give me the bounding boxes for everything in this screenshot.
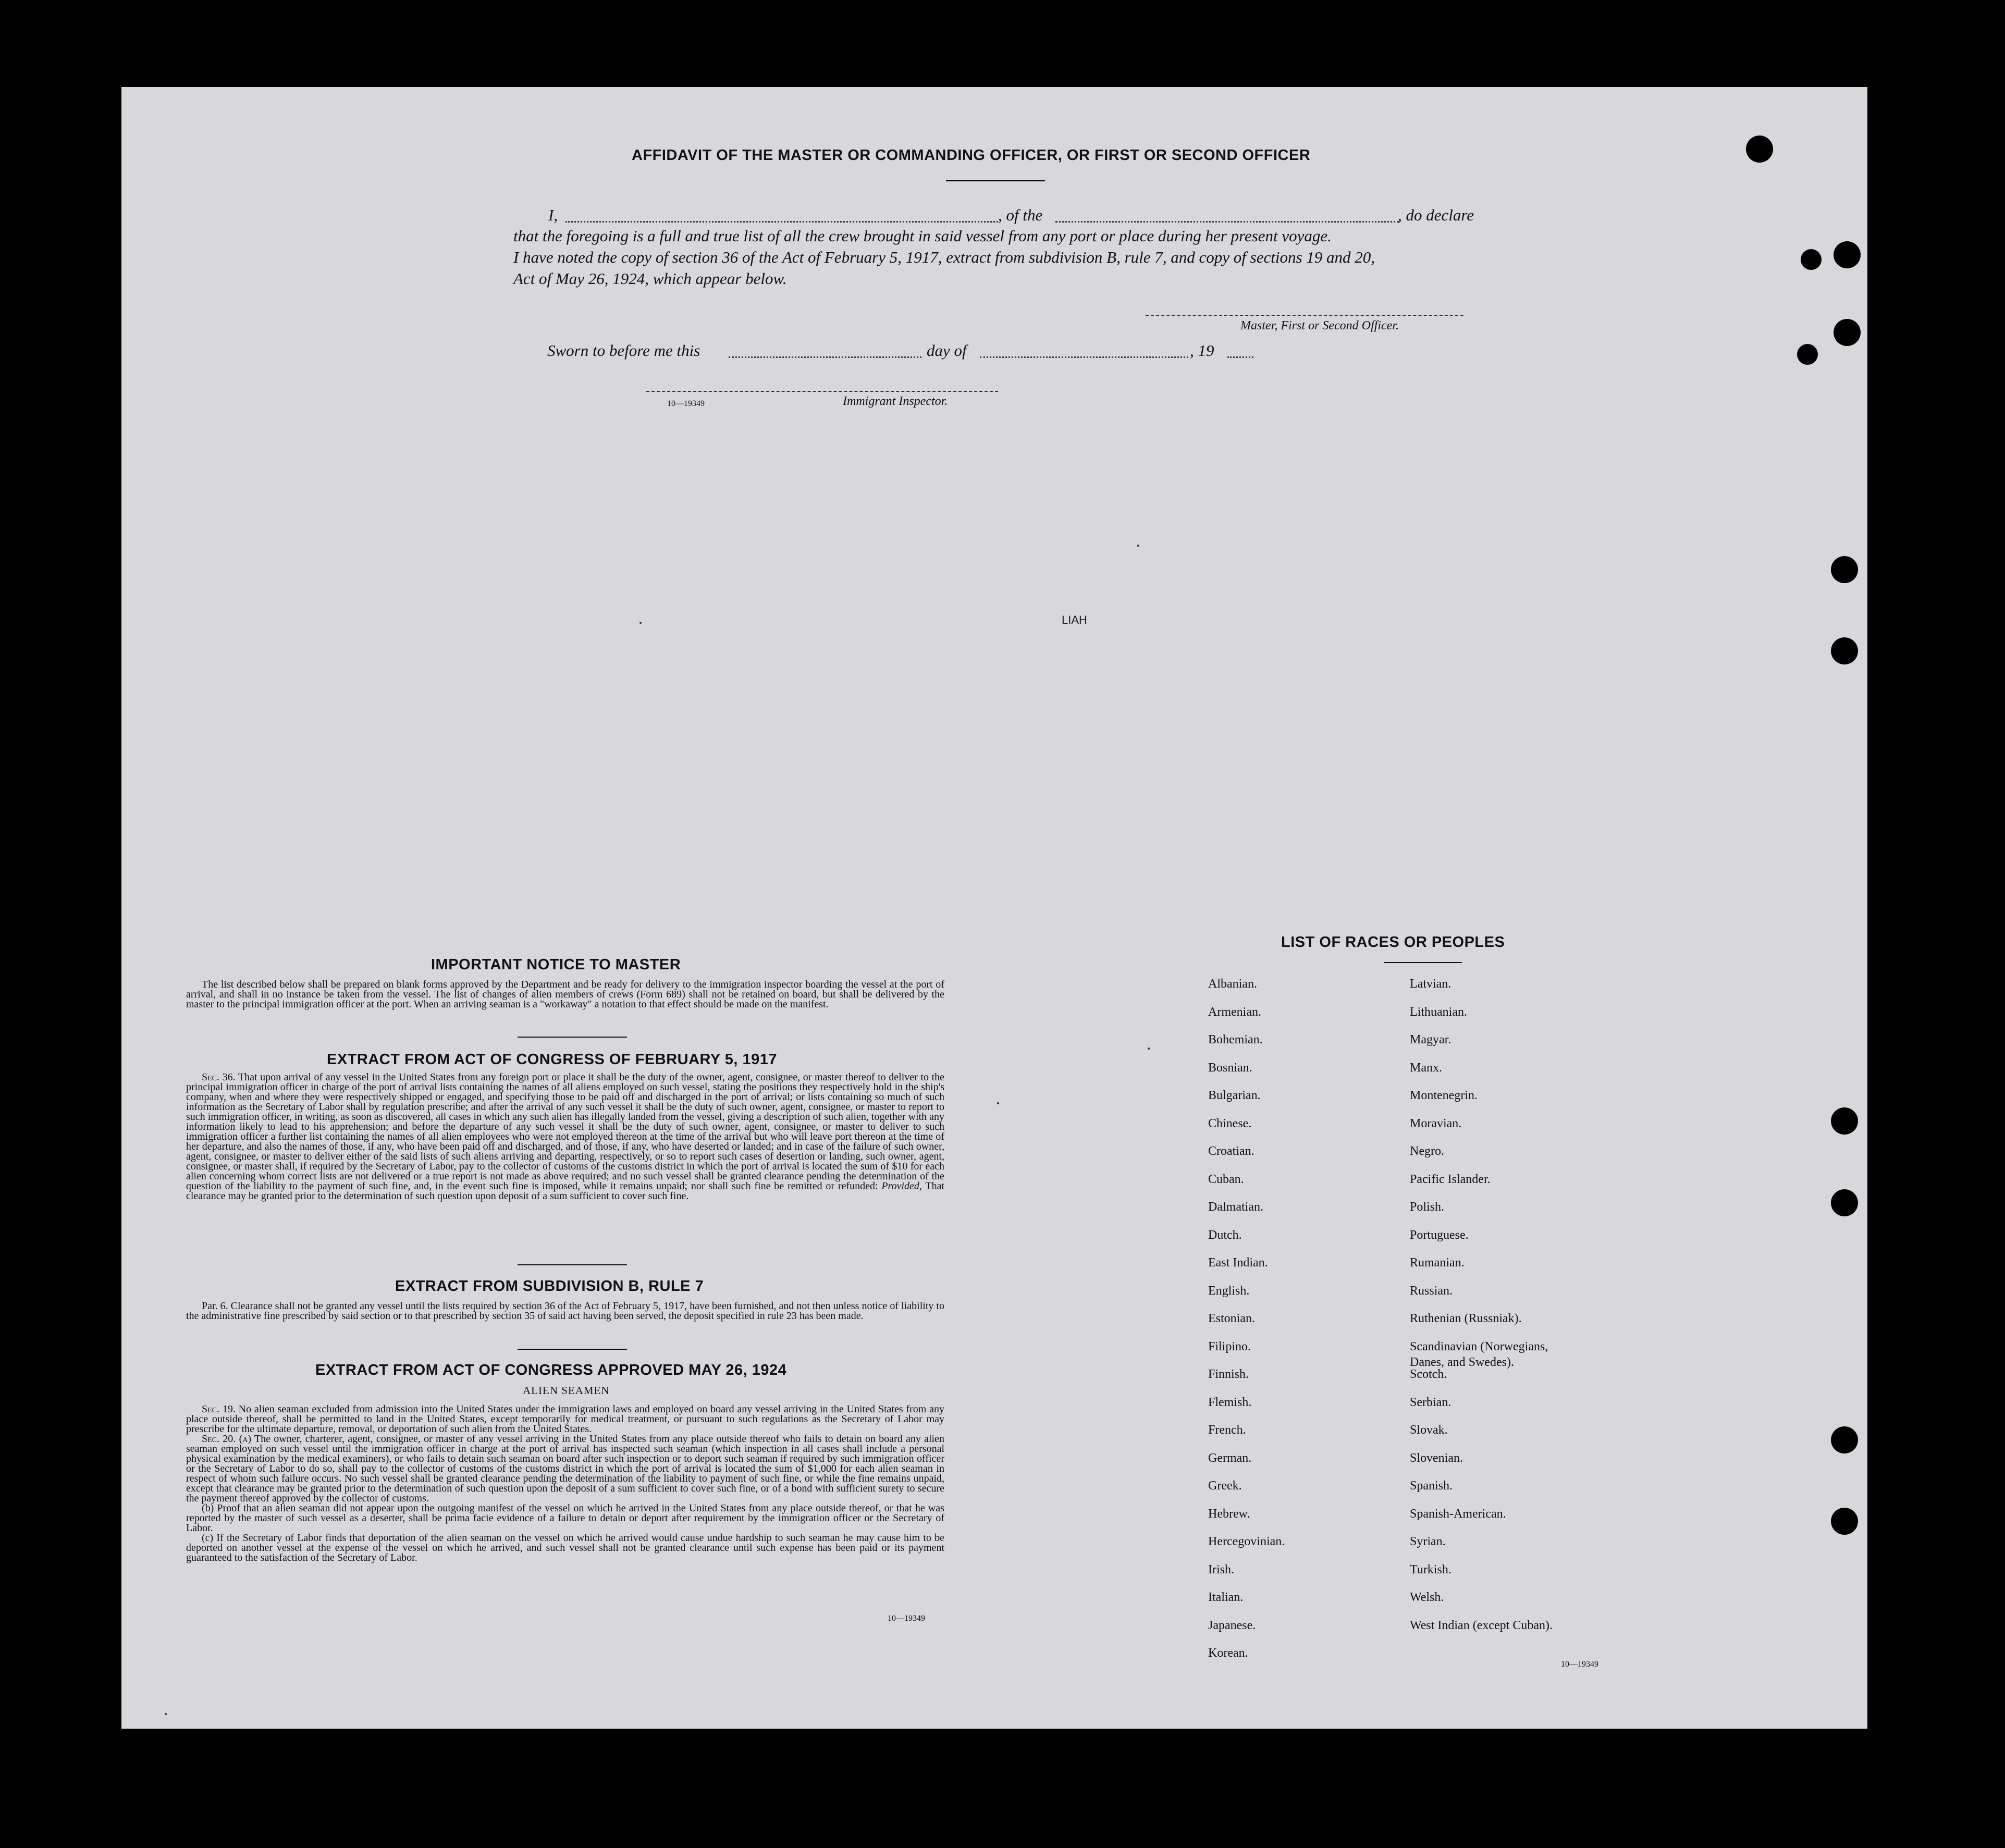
- punch-hole: [1801, 249, 1822, 270]
- race-item: Cuban.: [1208, 1172, 1244, 1186]
- sec-36-text-after: That clearance may be granted prior to the determination of such question upon deposit of a sum sufficient to cover such fine.: [186, 1180, 945, 1202]
- punch-hole: [1831, 1508, 1858, 1535]
- year-label: , 19: [1190, 341, 1214, 360]
- race-item: Korean.: [1208, 1646, 1248, 1660]
- declaration-line-2: that the foregoing is a full and true list of all the crew brought in said vessel from any port or place during her present voyage.: [513, 227, 1332, 245]
- race-item: Turkish.: [1410, 1562, 1452, 1576]
- of-the-label: , of the: [998, 206, 1043, 224]
- punch-hole: [1831, 1189, 1858, 1216]
- races-form-number: 10—19349: [1561, 1660, 1598, 1669]
- rule7-title: EXTRACT FROM SUBDIVISION B, RULE 7: [395, 1278, 704, 1295]
- sec-19-body: No alien seaman excluded from admission into the United States under the immigration laws and employed on board any vessel arriving in the United States from any place outside thereof, shall be permitted to land in the United States, except temporarily for medical treatment, or pursuant to such regulations as the Secretary of Labor may prescribe for the ultimate departure, removal, or deportation of such alien from the United States.: [186, 1403, 945, 1435]
- punch-hole: [1797, 344, 1818, 365]
- race-item: Albanian.: [1208, 977, 1257, 991]
- sec-20-label: Sec. 20. (a): [202, 1433, 251, 1445]
- race-item: Polish.: [1410, 1200, 1445, 1214]
- punch-hole: [1831, 1426, 1858, 1453]
- race-item: Flemish.: [1208, 1395, 1252, 1409]
- race-item: Hercegovinian.: [1208, 1535, 1285, 1548]
- race-item: Pacific Islander.: [1410, 1172, 1491, 1186]
- punch-hole: [1834, 241, 1861, 268]
- extract-1917-text: [186, 1073, 944, 1201]
- race-item: Filipino.: [1208, 1339, 1251, 1353]
- stray-mark: LIAH: [1062, 613, 1087, 626]
- race-item: Serbian.: [1410, 1395, 1452, 1409]
- race-item: Negro.: [1410, 1144, 1444, 1158]
- sec-19-text: [186, 1405, 944, 1434]
- race-item: Manx.: [1410, 1061, 1442, 1075]
- race-item: Bohemian.: [1208, 1033, 1263, 1046]
- divider-2: [518, 1264, 627, 1265]
- race-item: Bosnian.: [1208, 1061, 1252, 1075]
- race-item: Scandinavian (Norwegians, Danes, and Swedes).: [1410, 1339, 1548, 1369]
- race-item: Chinese.: [1208, 1116, 1252, 1130]
- speck: [165, 1713, 167, 1715]
- divider-1: [518, 1037, 627, 1038]
- sworn-day-blank[interactable]: [729, 356, 921, 358]
- races-column-1: [1208, 976, 1285, 1673]
- name-blank[interactable]: [565, 221, 998, 223]
- race-item: Estonian.: [1208, 1312, 1255, 1325]
- race-item: Japanese.: [1208, 1618, 1256, 1632]
- race-item: Russian.: [1410, 1284, 1453, 1298]
- race-item: Syrian.: [1410, 1535, 1446, 1548]
- sworn-label: Sworn to before me this: [547, 341, 700, 360]
- race-item: Latvian.: [1410, 977, 1452, 991]
- affidavit-form-number: 10—19349: [667, 399, 705, 408]
- race-item: Croatian.: [1208, 1144, 1254, 1158]
- punch-hole: [1746, 135, 1773, 163]
- race-item: Rumanian.: [1410, 1256, 1465, 1270]
- inspector-signature-line[interactable]: [646, 391, 998, 392]
- extract-form-number: 10—19349: [888, 1614, 925, 1623]
- race-item: French.: [1208, 1423, 1246, 1437]
- title-underline: [946, 180, 1045, 181]
- extract-1917-block: [186, 1073, 944, 1201]
- race-item: Montenegrin.: [1410, 1089, 1478, 1102]
- race-item: Scotch.: [1410, 1367, 1447, 1381]
- master-signature-line[interactable]: [1146, 315, 1463, 316]
- sec-20c-text: (c) If the Secretary of Labor finds that deportation of the alien seaman on the vessel on which he arrived would cause undue hardship to such seaman he may cause him to be deported on another vessel at the expense of the vessel on which he arrived, and such vessel shall not be granted clearance until such expense has been paid or its payment guaranteed to the satisfaction of the Secretary of Labor.: [186, 1532, 944, 1563]
- master-signature-label: Master, First or Second Officer.: [1240, 319, 1399, 332]
- i-label: I,: [548, 206, 558, 224]
- rule7-block: [186, 1301, 944, 1321]
- race-item: Magyar.: [1410, 1033, 1452, 1046]
- sec-19-label: Sec. 19.: [202, 1403, 236, 1415]
- punch-hole: [1831, 637, 1858, 664]
- alien-seamen-subtitle: ALIEN SEAMEN: [523, 1384, 610, 1397]
- declaration-line-3: I have noted the copy of section 36 of the Act of February 5, 1917, extract from subdivision B, rule 7, and copy of sections 19 and 20,: [513, 248, 1375, 266]
- race-item: Spanish.: [1410, 1479, 1453, 1493]
- race-item: Spanish-American.: [1410, 1507, 1506, 1521]
- race-item: Lithuanian.: [1410, 1005, 1467, 1019]
- punch-hole: [1834, 319, 1861, 346]
- notice-text: The list described below shall be prepared on blank forms approved by the Department and be ready for delivery to the immigration inspector boarding the vessel at the port of arrival, and shall in no instance be taken from the vessel. The list of changes of alien members of crews (Form 689) shall not be retained on board, but shall be delivered by the master to the principal immigration officer at the port. When an arriving seaman is a "workaway" a notation to that effect should be made on the manifest.: [186, 979, 944, 1010]
- sec-36-label: Sec. 36.: [202, 1071, 236, 1083]
- race-item: English.: [1208, 1284, 1250, 1298]
- vessel-blank[interactable]: [1055, 221, 1399, 223]
- extract-1924-block: [186, 1405, 944, 1563]
- race-item: Portuguese.: [1410, 1228, 1469, 1242]
- race-item: Hebrew.: [1208, 1507, 1250, 1521]
- races-underline: [1384, 962, 1462, 963]
- sworn-year-blank[interactable]: [1227, 356, 1253, 358]
- race-item: Greek.: [1208, 1479, 1242, 1493]
- sec-20a-text: [186, 1434, 944, 1504]
- speck: [1148, 1048, 1150, 1050]
- races-column-2: [1410, 976, 1553, 1645]
- affidavit-title: AFFIDAVIT OF THE MASTER OR COMMANDING OFFICER, OR FIRST OR SECOND OFFICER: [632, 147, 1311, 164]
- sworn-month-blank[interactable]: [980, 356, 1188, 358]
- race-item: Moravian.: [1410, 1116, 1462, 1130]
- declaration-line-4: Act of May 26, 1924, which appear below.: [513, 269, 787, 288]
- notice-block: [186, 980, 944, 1009]
- sec-20b-text: (b) Proof that an alien seaman did not appear upon the outgoing manifest of the vessel on which he arrived in the United States from any place outside thereof, or that he was reported by the master of such vessel as a deserter, shall be prima facie evidence of a failure to detain or deport after requirement by the immigration officer or the Secretary of Labor.: [186, 1502, 944, 1534]
- race-item: Dalmatian.: [1208, 1200, 1263, 1214]
- race-item: Armenian.: [1208, 1005, 1261, 1019]
- rule7-text: Par. 6. Clearance shall not be granted any vessel until the lists required by section 36 of the Act of February 5, 1917, have been furnished, and not then unless notice of liability to the administrative fine prescribed by said section or to that prescribed by section 35 of said act having been served, the deposit specified in rule 23 has been made.: [186, 1300, 944, 1322]
- day-of-label: day of: [927, 341, 967, 360]
- speck: [997, 1102, 999, 1104]
- divider-3: [518, 1349, 627, 1350]
- race-item: West Indian (except Cuban).: [1410, 1618, 1553, 1632]
- race-item: Irish.: [1208, 1562, 1234, 1576]
- do-declare-label: , do declare: [1398, 206, 1474, 224]
- extract-1917-title: EXTRACT FROM ACT OF CONGRESS OF FEBRUARY 5, 1917: [327, 1051, 778, 1068]
- race-item: Bulgarian.: [1208, 1089, 1261, 1102]
- sec-36-text: That upon arrival of any vessel in the United States from any foreign port or place it shall be the duty of the owner, agent, consignee, or master thereof to deliver to the principal immigration officer in charge of the port of arrival lists containing the names of all aliens employed on such vessel, stating the positions they respectively hold in the ship's company, when and where they were respectively shipped or engaged, and specifying those to be paid off and discharged in the port of arrival; or lists containing so much of such information as the Secretary of Labor shall by regulation prescribe; and after the arrival of any such vessel it shall be the duty of such owner, agent, consignee, or master to report to such immigration officer, in writing, as soon as discovered, all cases in which any such alien has illegally landed from the vessel, giving a description of such alien, together with any information likely to lead to his apprehension; and before the departure of any such vessel it shall be the duty of such owner, agent, consignee, or master to deliver to such immigration officer a further list containing the names of all alien employees who were not employed thereon at the time of the arrival but who will leave port thereon at the time of her departure, and also the names of those, if any, who have been paid off and discharged, and of those, if any, who have deserted or landed; and in case of the failure of such owner, agent, consignee, or master to deliver either of the said lists of such aliens arriving and departing, respectively, or so to report such cases of desertion or landing, such owner, agent, consignee, or master shall, if required by the Secretary of Labor, pay to the collector of customs of the customs district in which the port of arrival is located the sum of $10 for each alien concerning whom correct lists are not delivered or a true report is not made as above required; and no such vessel shall be granted clearance pending the determination of the question of the liability to the payment of such fine, and, in the event such fine is imposed, while it remains unpaid; nor shall such fine be remitted or refunded:: [186, 1071, 945, 1192]
- sec-20a-body: The owner, charterer, agent, consignee, or master of any vessel arriving in the United States from any place outside thereof who fails to detain on board any alien seaman employed on such vessel until the immigration officer in charge at the port of arrival has inspected such seaman (which inspection in all cases shall include a personal physical examination by the medical examiners), or who fails to detain such seaman on board after such inspection or to deport such seaman if required by such immigration officer or the Secretary of Labor to do so, shall pay to the collector of customs of the customs district in which the port of arrival is located the sum of $1,000 for each alien seaman in respect of whom such failure occurs. No such vessel shall be granted clearance pending the determination of the liability to payment of such fine, or while the fine remains unpaid, except that clearance may be granted prior to the determination of such question upon the deposit of a sum sufficient to cover such fine, or of a bond with sufficient surety to secure the payment thereof approved by the collector of customs.: [186, 1433, 944, 1504]
- speck: [1137, 545, 1139, 547]
- race-item: Ruthenian (Russniak).: [1410, 1312, 1522, 1325]
- race-item: Finnish.: [1208, 1367, 1249, 1381]
- race-item: Slovak.: [1410, 1423, 1448, 1437]
- provided-label: Provided,: [881, 1180, 922, 1192]
- extract-1924-title: EXTRACT FROM ACT OF CONGRESS APPROVED MAY 26, 1924: [315, 1362, 787, 1378]
- race-item: Welsh.: [1410, 1591, 1444, 1604]
- punch-hole: [1831, 1107, 1858, 1135]
- notice-title: IMPORTANT NOTICE TO MASTER: [431, 956, 681, 973]
- race-item: German.: [1208, 1451, 1252, 1465]
- race-item: Slovenian.: [1410, 1451, 1463, 1465]
- speck: [639, 622, 642, 624]
- races-title: LIST OF RACES OR PEOPLES: [1281, 934, 1505, 951]
- race-item: Italian.: [1208, 1591, 1244, 1604]
- race-item: East Indian.: [1208, 1256, 1268, 1270]
- race-item: Dutch.: [1208, 1228, 1242, 1242]
- punch-hole: [1831, 556, 1858, 583]
- inspector-label: Immigrant Inspector.: [843, 395, 948, 408]
